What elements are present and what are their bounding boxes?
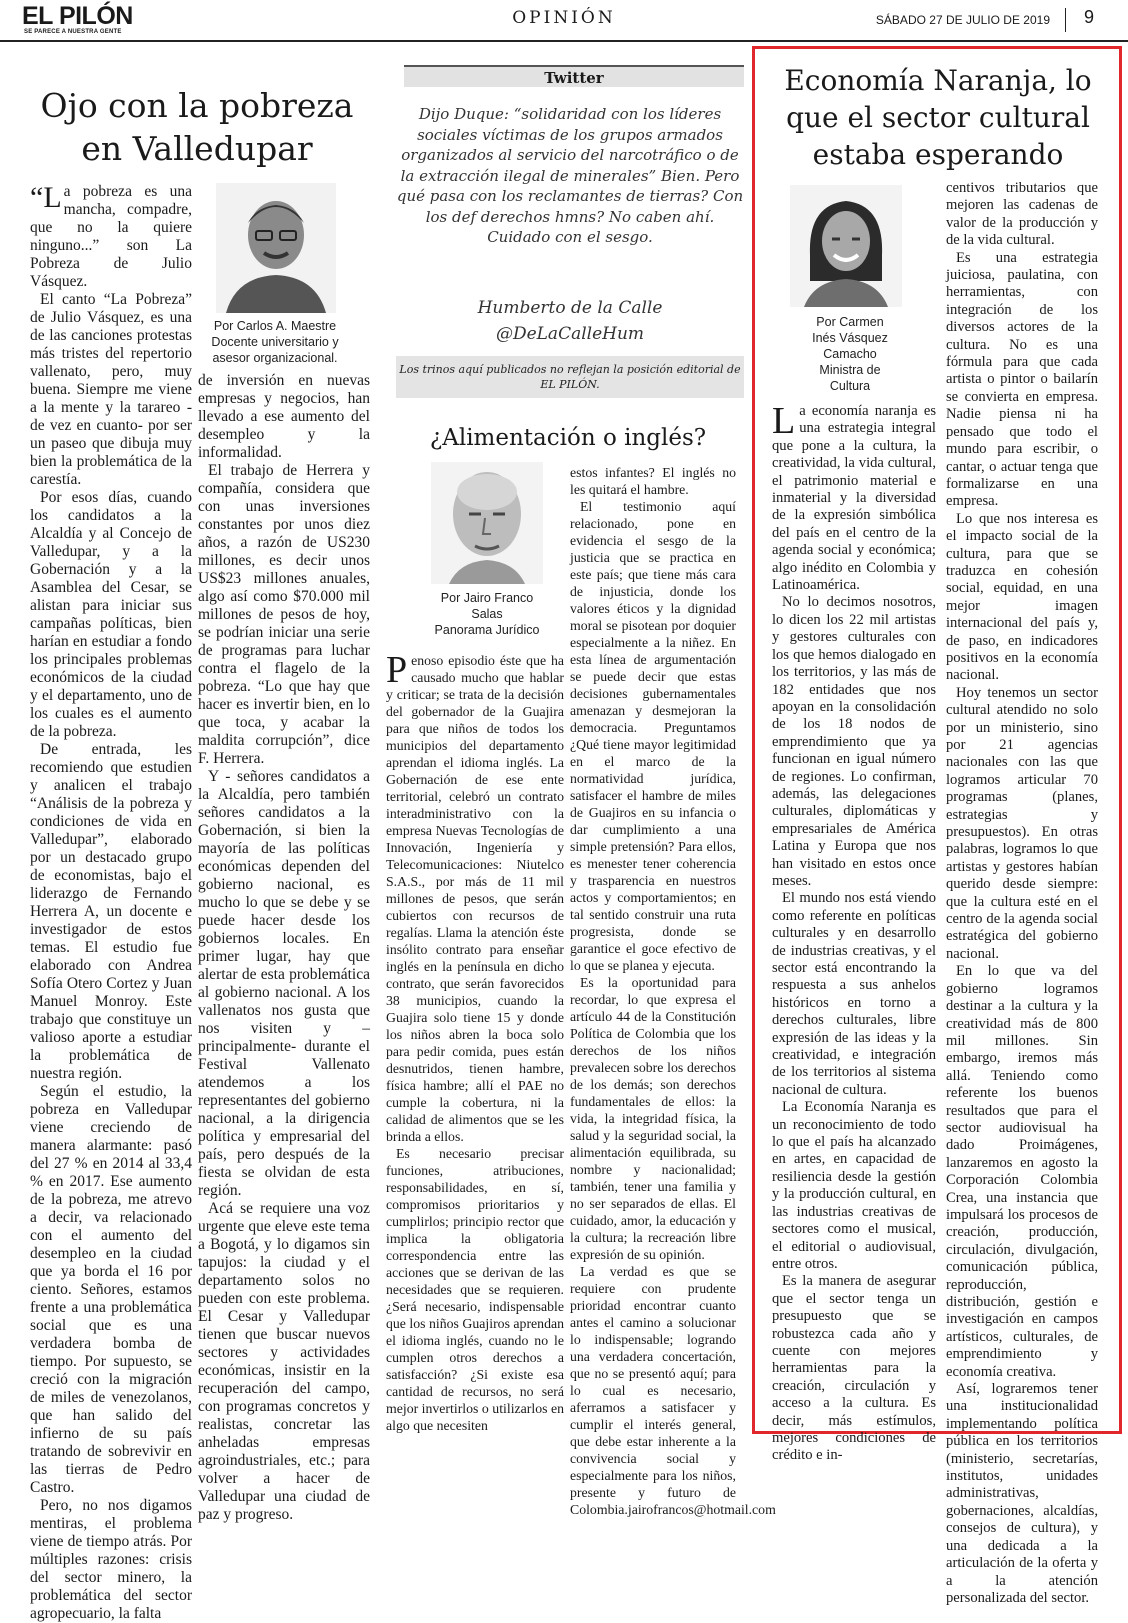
article2-headline: ¿Alimentación o inglés? [429,425,707,451]
article2-paragraph: Es la oportunidad para recordar, lo que expresa el artículo 44 de la Constitución Política de Colombia que los derechos de los niños prevalecen sobre los derechos de los demás; son derechos fundamentales de ellos: la vida, la integridad física, la salud y la seguridad social, la alimentación equilibrada, su nombre y nacionalidad; también, tener una familia y no ser separados de ellas. El cuidado, amor, la educación y la cultura; la recreación libre expresión de su opinión. [570,975,736,1262]
masthead [0,0,1128,42]
article3-paragraph: No lo decimos nosotros, lo dicen los 22 mil artistas y gestores culturales con los que hemos dialogado en los territorios, y las más de 182 entidades que nos apoyan en la consolidación de los 18 nodos de emprendimiento que ya funcionan en igual número de regiones. Lo confirman, además, las delegaciones culturales, diplomáticas y empresariales de América Latina y Europa que nos han visitado en estos once meses. [772,594,936,889]
article2-paragraph: La verdad es que se requiere con prudente prioridad encontrar cuanto antes el camino a solucionar lo indispensable; logrando una verdadera concertación, que no se presentó aquí; para lo cual es necesario, aferramos a satisfacer y cumplir el interés general, que debe estar inherente a la convivencia social y especialmente para los niños, presente y futuro de Colombia.jairofrancos@hotmail.com [570,1264,776,1517]
article3-paragraph: La Economía Naranja es un reconocimiento de todo lo que el país ha alcanzado en artes, en capacidad de resiliencia desde la gestión y la producción cultural, en las industrias creativas de sectores como el musical, el editorial o audiovisual, entre otros. [772,1099,936,1272]
article1-paragraph: El trabajo de Herrera y compañía, considera que con unas inversiones constantes por unos diez años, a razón de US230 millones, es decir unos US$23 millones anuales, algo así como $70.000 mil millones de pesos de hoy, se podrían iniciar una serie de programas para luchar contra el flagelo de la pobreza. “Lo que hay que hacer es invertir bien, en lo que toca, y acabar la maldita corrupción”, dice F. Herrera. [198,462,370,767]
tweet-author-handle: @DeLaCalleHum [495,324,645,344]
header-divider [1065,8,1066,32]
author-photo-franco [431,462,543,584]
article1-paragraph: El canto “La Pobreza” de Julio Vásquez, es una de las canciones protestas más tristes del repertorio vallenato, pero, muy buena. Siempre me viene a la mente y la tarareo - de vez en cuanto- por ser un paseo que dibuja muy bien la problemática de la carestía. [30,291,192,488]
article3-column-2 [946,180,1098,1606]
byline-line: Ministra de [819,363,881,377]
article1-paragraph: De entrada, les recomiendo que estudien y analicen el trabajo “Análisis de la pobreza y condiciones de vida en Valledupar”, elaborado por un destacado grupo de economistas, bajo el liderazgo de Fernando Herrera A, un docente e investigador de estos temas. El estudio fue elaborado con Andrea Sofía Otero Cortez y Juan Manuel Monroy. Este trabajo que constituye un valioso aporte a estudiar la problemática de nuestra región. [30,741,192,1082]
article3-paragraph: Así, lograremos tener una institucionalidad implementando política pública en los territorios (ministerio, secretarías, institutos, unidades administrativas, gobernaciones, alcaldías, consejos de cultura), y una dedicada a la articulación de la oferta y a la atención personalizada del sector. [946,1381,1098,1606]
article2-column-1 [386,649,564,1433]
tweet-author-block [396,295,744,347]
article3-paragraph: Hoy tenemos un sector cultural atendido no solo por un ministerio, sino por 21 agencias nacionales con las que logramos articular 70 programas (planes, estrategias y presupuestos). En otras palabras, logramos lo que artistas y gestores habían querido desde siempre: que la cultura esté en el centro de la agenda social estratégica del gobierno nacional. [946,684,1098,962]
article2-paragraph: Es necesario precisar funciones, atribuciones, responsabilidades, en sí, compromisos prioritarios y cumplirlos; principio rector que implica la obligatoria correspondencia entre las acciones que se derivan de las necesidades que se requieren. ¿Será necesario, indispensable que los niños Guajiros aprendan el idioma inglés, cuando no le cumplen otros derechos a satisfacción? ¿Si existe esa cantidad de recursos, no será mejor invertirlos o utilizarlos en algo que necesiten [386,1146,564,1433]
article2-column-2 [570,464,776,1517]
article2-byline [412,590,562,638]
article2-paragraph: estos infantes? El inglés no les quitará el hambre. [570,465,736,497]
article1-paragraph: Pero, no nos digamos mentiras, el problema viene de tiempo atrás. Por múltiples razones: crisis del sector minero, la problemática del sector agropecuario, la falta [30,1497,192,1622]
tweet-quote: Dijo Duque: “solidaridad con los líderes sociales víctimas de los grupos armados organizados al servicio del narcotráfico o de la extracción ilegal de minerales” Bien. Pero qué pasa con los reclamantes de tierras? Con los def derechos hmns? No caben ahí. Cuidado con el sesgo. [396,105,744,246]
byline-line: Inés Vásquez [812,331,888,345]
byline-line: Camacho [823,347,877,361]
article3-paragraph: Es la manera de asegurar que el sector tenga un presupuesto que se robustezca cada año y cuente con mejores herramientas para la creación, circulación y acceso a la cultura. Es decir, más estímulos, mejores condiciones de crédito e in- [772,1273,936,1464]
article3-paragraph: En lo que va del gobierno logramos destinar a la cultura y la creatividad más de 800 mil millones. Sin embargo, iremos más allá. Teniendo como referente los buenos resultados que para el sector audiovisual ha dado Proimágenes, lanzaremos en agosto la Corporación Colombia Crea, una instancia que impulsará los procesos de creación, producción, circulación, divulgación, comunicación pública, reproducción, distribución, gestión e investigación en campos artísticos, culturales, de emprendimiento y economía creativa. [946,963,1098,1380]
article1-paragraph [30,183,192,291]
twitter-section-badge [404,65,744,87]
article1-paragraph: Y - señores candidatos a la Alcaldía, pero también señores candidatos a la Gobernación, si bien la mayoría de las políticas económicas dependen del gobierno nacional, es mucho lo que se debe y se puede hacer desde los gobiernos locales. En primer lugar, hay que alertar de esta problemática al gobierno nacional. A los vallenatos nos gusta que nos visiten y –principalmente- durante el Festival Vallenato atendemos a los representantes del gobierno nacional, a la dirigencia política y empresarial del país, pero después de la fiesta se olvidan de esta región. [198,768,370,1199]
byline-line: asesor organizacional. [212,351,338,365]
article3-paragraph: El mundo nos está viendo como referente en políticas culturales y en desarrollo de industrias creativas, y el sector está encontrando la respuesta a sus anhelos históricos en torno a derechos culturales, libre expresión de las ideas y la creatividad, e integración de los territorios al sistema nacional de cultura. [772,890,936,1098]
article3-paragraph [772,400,936,594]
newspaper-logo: EL PILÓN [22,2,133,30]
article3-headline: Economía Naranja, lo que el sector cultural estaba esperando [784,64,1092,171]
byline-line: Salas [471,607,503,621]
byline-line: Panorama Jurídico [434,623,540,637]
section-title: OPINIÓN [512,8,616,28]
article3-paragraph: centivos tributarios que mejoren las cadenas de valor de la producción y de la vida cultural. [946,180,1098,249]
article3-paragraph: Es una estrategia juiciosa, paulatina, con herramientas, con integración de los diversos actores de la cultura. No es una fórmula para que cada artista o pintor o bailarín se convierta en empresa. Nadie piensa ni ha pensado que todo el mundo para escribir, o cantar, o actuar tenga que formalizarse en una empresa. [946,249,1098,510]
byline-line: Docente universitario y [211,335,339,349]
byline-line: Por Carlos A. Maestre [213,319,337,333]
byline-line: Por Carmen [816,315,884,329]
article1-paragraph: Según el estudio, la pobreza en Valledupar viene creciendo de manera alarmante: pasó del 27 % en 2014 al 33,4 % en 2017. Ese aumento de la pobreza, me atrevo a decir, va relacionado con el aumento del desempleo en la ciudad que ya borda el 16 por ciento. Señores, estamos frente a una problemática social que es una verdadera bomba de tiempo. Por supuesto, se creció con la migración de miles de venezolanos, que han salido del infierno de su país tratando de sobrevivir en las tierras de Pedro Castro. [30,1083,192,1496]
article3-column-1 [772,400,936,1464]
paragraph-text: a economía naranja es una estrategia integral que pone a la cultura, la creatividad, la vida cultural, el patrimonio material e inmaterial y la diversidad de la expresión simbólica del país en el centro de la agenda social y económica; algo inédito en Colombia y Latinoamérica. [772,403,936,594]
tweet-disclaimer: Los trinos aquí publicados no reflejan la posición editorial de EL PILÓN. [396,356,744,398]
byline-line: Por Jairo Franco [440,591,534,605]
drop-cap: L [772,400,796,442]
drop-quote: “L [30,181,62,214]
article1-byline [200,318,350,366]
twitter-label: Twitter [544,69,604,87]
issue-date: SÁBADO 27 DE JULIO DE 2019 [875,13,1050,27]
article1-paragraph: de inversión en nuevas empresas y negocios, han llevado a ese aumento del desempleo y la informalidad. [198,372,370,461]
page-number: 9 [1083,7,1094,27]
article1-headline: Ojo con la pobreza en Valledupar [40,86,354,168]
paragraph-text: enoso episodio éste que ha causado mucho que hablar y criticar; se trata de la decisión del gobernador de la Guajira para que niños de todos los municipios del departamento aprendan el idioma inglés. La Gobernación de ese ente territorial, celebró un contrato interadministrativo con la empresa Nuevas Tecnologías de Innovación, Ingeniería y Telecomunicaciones: Niutelco S.A.S., por más de 11 mil millones de pesos, que serán cubiertos con recursos de regalías. Llama la atención éste insólito contrato para enseñar inglés en la península en dicho contrato, que serán favorecidos 38 municipios, cuando la Guajira solo tiene 15 y donde los niños abren la boca solo para pedir comida, pues están desnutridos, tienen hambre, física hambre; allí el PAE no cumple la cobertura, ni la calidad de alimentos que se les brinda a ellos. [386,653,564,1144]
drop-cap: P [386,649,408,691]
author-photo-maestre [216,183,336,313]
byline-line: Cultura [829,379,871,393]
article3-byline [776,314,924,394]
newspaper-tagline: SE PARECE A NUESTRA GENTE [24,29,122,35]
article2-paragraph: El testimonio aquí relacionado, pone en evidencia el sesgo de la justicia que se practica en este país; que tiene más cara de injusticia, donde los valores éticos y la dignidad moral se pisotean por doquier especialmente a la niñez. En esta línea de argumentación se puede decir que estas decisiones gubernamentales amenazan y desmejoran la democracia. Preguntamos ¿Qué tiene mayor legitimidad en el marco de la normatividad jurídica, satisfacer el hambre de miles de Guajiros en su infancia o dar cumplimiento a una simple pretensión? Para ellos, es menester tener coherencia y trasparencia en nuestros actos y comportamientos; en tal sentido construir una ruta progresista, donde se garantice el goce efectivo de lo que se planea y ejecuta. [570,499,736,973]
tweet-author-name: Humberto de la Calle [477,298,663,318]
article3-paragraph: Lo que nos interesa es el impacto social de la cultura, para que se traduzca en cohesión social, equidad, en una mejor imagen internacional del país y, de paso, en indicadores positivos en la economía nacional. [946,510,1098,684]
article2-paragraph [386,649,564,1145]
article1-column-1 [30,181,192,1622]
article1-column-2 [198,372,370,1523]
article1-paragraph: Por esos días, cuando los candidatos a la Alcaldía y al Concejo de Valledupar, y a la Gobernación y a la Asamblea del Cesar, se alistan para iniciar sus campañas políticas, bien harían en estudiar a fondo los principales problemas económicos de la ciudad y el departamento, uno de los cuales es el aumento de la pobreza. [30,489,192,740]
author-photo-vasquez [790,185,902,307]
article1-paragraph: Acá se requiere una voz urgente que eleve este tema a Bogotá, y lo digamos sin tapujos: la ciudad y el departamento solos no pueden con este problema. El Cesar y Valledupar tienen que buscar nuevos sectores y actividades económicas, insistir en la recuperación del campo, con programas concretos y realistas, concretar las anheladas empresas agroindustriales, etc.; para volver a hacer de Valledupar una ciudad de paz y progreso. [198,1200,370,1523]
paragraph-text: a pobreza es una mancha, compadre, que no la quiere ninguno...” son La Pobreza de Julio Vásquez. [30,183,192,290]
